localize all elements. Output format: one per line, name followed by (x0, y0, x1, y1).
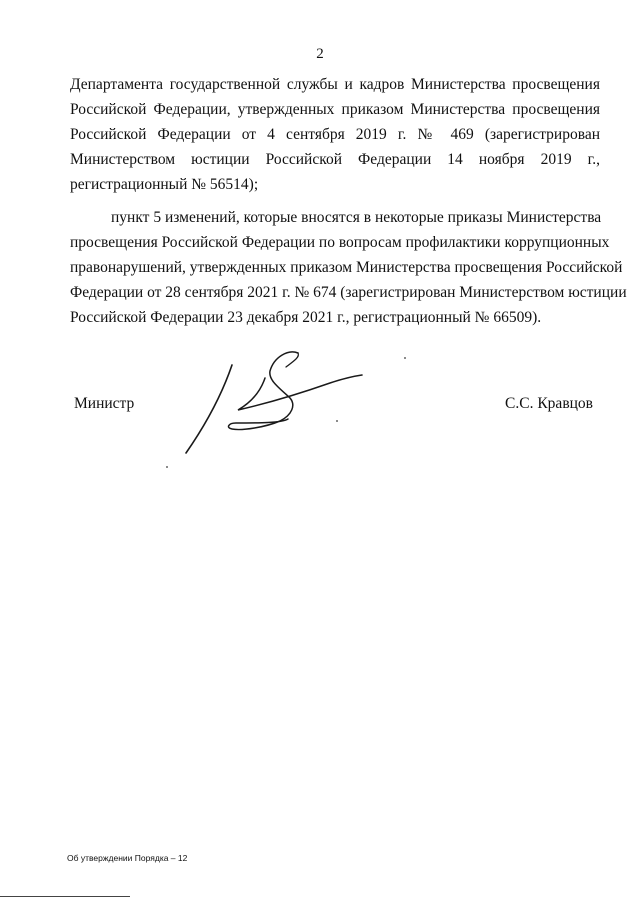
scan-speck (404, 357, 406, 359)
text-line: Российской Федерации от 4 сентября 2019 г. № 469 (зарегистрирован (70, 126, 600, 143)
footer-rule (0, 896, 130, 897)
scan-speck (166, 466, 168, 468)
page-number: 2 (316, 46, 324, 62)
signatory-title: Министр (74, 395, 135, 412)
text-line: просвещения Российской Федерации по вопросам профилактики коррупционных (70, 234, 610, 251)
paragraph-continuation (70, 72, 600, 197)
text-line: Российской Федерации, утвержденных приказом Министерства просвещения (70, 101, 600, 118)
paragraph-item-5 (70, 205, 627, 330)
text-line: Министерством юстиции Российской Федерации 14 ноября 2019 г., (70, 151, 600, 168)
text-line: регистрационный № 56514); (70, 176, 259, 193)
text-line: Российской Федерации 23 декабря 2021 г., регистрационный № 66509). (70, 309, 542, 326)
signatory-name: С.С. Кравцов (505, 395, 593, 412)
handwritten-signature (170, 345, 380, 460)
text-line: Департамента государственной службы и кадров Министерства просвещения (70, 76, 600, 93)
scan-speck (336, 420, 338, 422)
text-line: Федерации от 28 сентября 2021 г. № 674 (зарегистрирован Министерством юстиции (70, 284, 627, 301)
text-line: пункт 5 изменений, которые вносятся в некоторые приказы Министерства (111, 209, 602, 226)
footer-label: Об утверждении Порядка – 12 (67, 853, 188, 863)
text-line: правонарушений, утвержденных приказом Министерства просвещения Российской (70, 259, 623, 276)
